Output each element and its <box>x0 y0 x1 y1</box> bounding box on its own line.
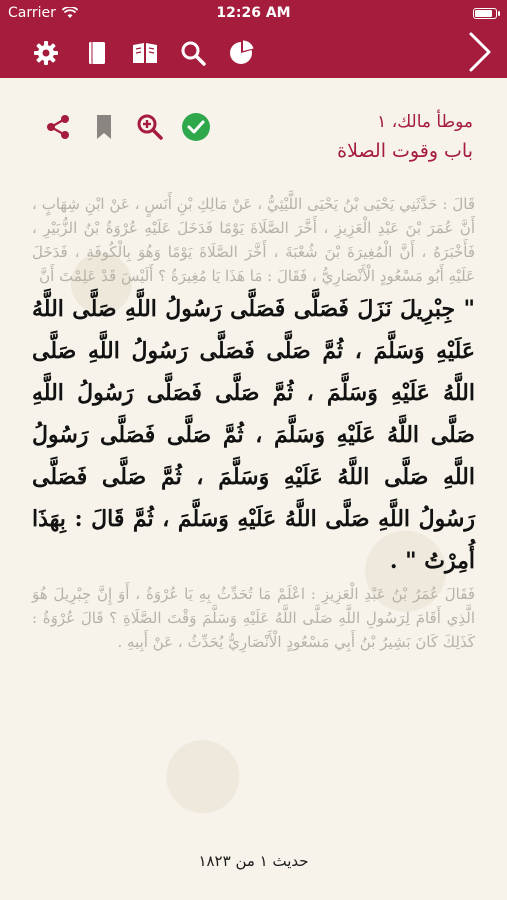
status-bar <box>0 0 507 28</box>
open-book-icon[interactable] <box>130 38 160 68</box>
search-icon[interactable] <box>178 38 208 68</box>
gear-icon[interactable] <box>31 38 61 68</box>
book-icon[interactable] <box>82 38 112 68</box>
isnad-text: قَالَ : حَدَّثَنِي يَحْيَى بْنُ يَحْيَى اللَّيْثِيُّ ، عَنْ مَالِكِ بْنِ أَنَسٍ ، عَنْ ابْنِ شِهَابٍ ، أَنَّ عُمَرَ بْنَ عَبْدِ الْعَزِيزِ ، أَخَّرَ الصَّلَاةَ يَوْمًا فَدَخَلَ عَلَيْهِ عُرْوَةُ بْنُ الزُّبَيْرِ ، فَأَخْبَرَهُ ، أَنَّ الْمُغِيرَةَ بْنَ شُعْبَةَ ، أَخَّرَ الصَّلَاةَ يَوْمًا وَهُوَ بِالْكُوفَةِ ، فَدَخَلَ عَلَيْهِ أَبُو مَسْعُودٍ الْأَنْصَارِيُّ ، فَقَالَ : مَا هَذَا يَا مُغِيرَةُ ؟ أَلَيْسَ قَدْ عَلِمْتَ أَنَّ <box>32 195 475 285</box>
battery-fill <box>475 10 492 17</box>
pie-chart-icon[interactable] <box>226 38 256 68</box>
navigation-bar <box>0 0 507 78</box>
share-icon[interactable] <box>43 112 73 142</box>
status-time: 12:26 AM <box>216 5 291 21</box>
battery-icon <box>473 8 497 19</box>
ending-text: فَقَالَ عُمَرُ بْنُ عَبْدِ الْعَزِيزِ : اعْلَمْ مَا تُحَدِّثُ بِهِ يَا عُرْوَةُ ، أَوَ إِنَّ جِبْرِيلَ هُوَ الَّذِي أَقَامَ لِرَسُولِ اللَّهِ صَلَّى اللَّهُ عَلَيْهِ وَسَلَّمَ وَقْتَ الصَّلَاةِ ؟ قَالَ عُرْوَةُ : كَذَلِكَ كَانَ بَشِيرُ بْنُ أَبِي مَسْعُودٍ الْأَنْصَارِيُّ يُحَدِّثُ ، عَنْ أَبِيهِ . <box>32 585 475 651</box>
hadith-reference: موطأ مالك، ١ <box>377 112 473 132</box>
matn-text: " جِبْرِيلَ نَزَلَ فَصَلَّى فَصَلَّى رَسُولُ اللَّهِ صَلَّى اللَّهُ عَلَيْهِ وَسَلَّمَ ، ثُمَّ صَلَّى فَصَلَّى رَسُولُ اللَّهِ صَلَّى اللَّهُ عَلَيْهِ وَسَلَّمَ ، ثُمَّ صَلَّى فَصَلَّى رَسُولُ اللَّهِ صَلَّى اللَّهُ عَلَيْهِ وَسَلَّمَ ، ثُمَّ صَلَّى فَصَلَّى رَسُولُ اللَّهِ صَلَّى اللَّهُ عَلَيْهِ وَسَلَّمَ ، ثُمَّ صَلَّى فَصَلَّى رَسُولُ اللَّهِ صَلَّى اللَّهُ عَلَيْهِ وَسَلَّمَ ، ثُمَّ قَالَ : بِهَذَا أُمِرْتُ " . <box>32 296 475 574</box>
hadith-text <box>32 192 475 654</box>
hadith-actions <box>43 112 211 142</box>
carrier-label: Carrier <box>8 5 56 21</box>
hadith-header <box>337 112 473 162</box>
toolbar <box>0 34 507 74</box>
chapter-title: باب وقوت الصلاة <box>337 140 473 162</box>
chevron-right-icon[interactable] <box>467 30 493 74</box>
hadith-position: حديث ١ من ١٨٢٣ <box>198 852 309 870</box>
checkmark-icon[interactable] <box>181 112 211 142</box>
bookmark-icon[interactable] <box>89 112 119 142</box>
zoom-in-icon[interactable] <box>135 112 165 142</box>
